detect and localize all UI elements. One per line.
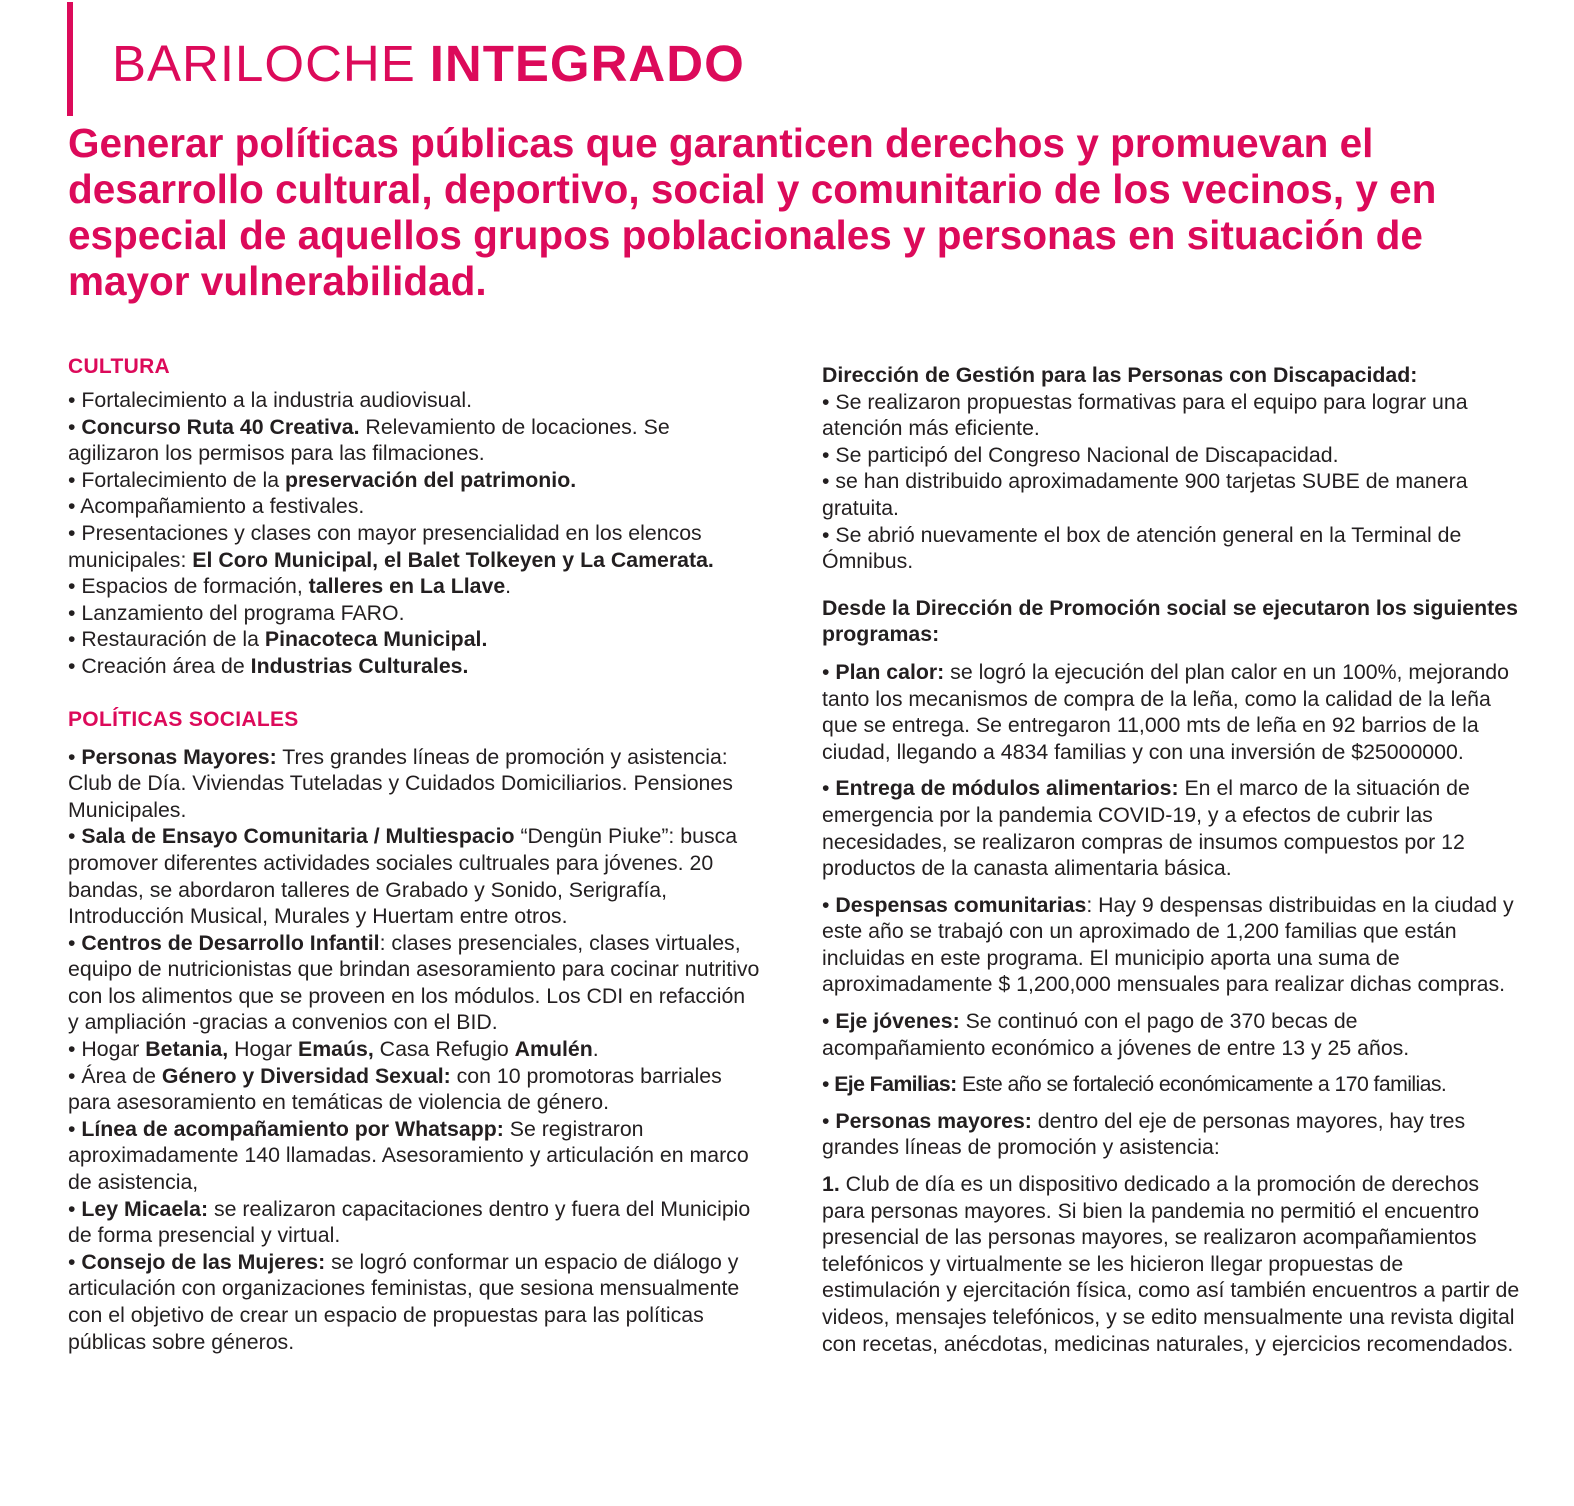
text-run: “Dengün Piuke”: busca promover diferentes actividades sociales cultruales para jóvenes. 20 bandas, se abordaron talleres de Grabado y Sonido, Serigrafía, Introducción Musical, Murales y Huertam entre otros.: [68, 824, 738, 929]
cultura-item-1: [68, 387, 760, 414]
bold-text: Línea de acompañamiento por Whatsapp:: [81, 1116, 504, 1141]
text-run: con 10 promotoras barriales para asesoramiento en temáticas de violencia de género.: [68, 1063, 722, 1115]
bold-text: Despensas comunitarias: [835, 892, 1087, 917]
text-run: .: [592, 1037, 599, 1062]
cultura-item-3: [68, 467, 760, 494]
text-run: • Fortalecimiento a la industria audiovisual.: [68, 388, 473, 412]
accent-bar: [67, 2, 73, 116]
bold-text: Consejo de las Mujeres:: [81, 1249, 326, 1274]
politicas-item-1: [68, 744, 760, 824]
text-run: dentro del eje de personas mayores, hay tres grandes líneas de promoción y asistencia:: [822, 1108, 1466, 1160]
promocion-item-modulos: [822, 775, 1524, 881]
text-run: •: [822, 659, 836, 684]
text-run: • Presentaciones y clases con mayor presencialidad en los elencos municipales:: [68, 520, 702, 572]
headline: Generar políticas públicas que garanticen derechos y promuevan el desarrollo cultural, deportivo, social y comunitario de los vecinos, y en especial de aquellos grupos poblacionales y personas en situación de mayor vulnerabilidad.: [68, 120, 1437, 304]
text-run: • Fortalecimiento de la: [68, 467, 285, 492]
cultura-item-8: [68, 626, 760, 653]
text-run: Hogar: [228, 1037, 298, 1062]
bold-text: El Coro Municipal, el Balet Tolkeyen y La Camerata.: [192, 547, 714, 572]
bold-text: Pinacoteca Municipal.: [264, 627, 488, 652]
bold-text: Personas Mayores:: [81, 744, 277, 769]
politicas-item-3: [68, 930, 760, 1036]
text-run: • Hogar: [68, 1037, 146, 1062]
text-run: Relevamiento de locaciones. Se agilizaron los permisos para las filmaciones.: [68, 414, 670, 466]
politicas-item-4: [68, 1036, 760, 1063]
text-run: Club de día es un dispositivo dedicado a la promoción de derechos para personas mayores. Si bien la pandemia no permitió el encuentro presencial de las personas mayores, se realizaron acompañamientos telefónicos y virtualmente se les hicieron llegar propuestas de estimulación y ejercitación física, como así también encuentros a partir de videos, mensajes telefónicos, y se edito mensualmente una revista digital con recetas, anécdotas, medicinas naturales, y ejercicios recomendados.: [822, 1172, 1520, 1356]
text-run: • Creación área de: [68, 653, 251, 678]
bold-text: Personas mayores:: [835, 1108, 1032, 1133]
bold-text: 1.: [822, 1172, 840, 1197]
text-run: Casa Refugio: [373, 1037, 515, 1062]
bold-text: Emaús,: [298, 1037, 374, 1062]
bold-text: Eje Familias:: [834, 1072, 957, 1097]
bold-text: Amulén: [514, 1037, 593, 1062]
bold-text: Industrias Culturales.: [250, 653, 469, 678]
text-run: •: [822, 776, 836, 801]
text-run: • Restauración de la: [68, 627, 265, 652]
section-title-politicas-sociales: POLÍTICAS SOCIALES: [68, 707, 299, 731]
brand-title: [112, 32, 745, 96]
text-run: • Lanzamiento del programa FARO.: [68, 600, 405, 625]
text-run: •: [68, 1116, 82, 1141]
bold-text: Eje jóvenes:: [835, 1009, 960, 1034]
promocion-item-personas-mayores: [822, 1108, 1524, 1161]
brand-light: BARILOCHE: [112, 35, 416, 92]
text-run: se logró la ejecución del plan calor en un 100%, mejorando tanto los mecanismos de compra de la leña, como la calidad de la leña que se entrega. Se entregaron 11,000 mts de leña en 92 barrios de la ciudad, llegando a 4834 familias y con una inversión de $25000000.: [822, 659, 1509, 764]
bold-text: Concurso Ruta 40 Creativa.: [81, 414, 360, 439]
text-run: : Hay 9 despensas distribuidas en la ciudad y este año se trabajó con un aproximado de 1,200 familias que están incluidas en este programa. El municipio aporta una suma de aproximadamente $ 1,200,000 mensuales para realizar dichas compras.: [822, 892, 1514, 997]
text-run: : clases presenciales, clases virtuales, equipo de nutricionistas que brindan asesoramiento para cocinar nutritivo con los alimentos que se proveen en los módulos. Los CDI en refacción y ampliación -gracias a convenios con el BID.: [68, 930, 760, 1035]
promocion-item-eje-familias: [822, 1071, 1524, 1098]
politicas-item-5: [68, 1063, 760, 1116]
bold-text: Plan calor:: [835, 659, 945, 684]
text-run: .: [505, 574, 512, 599]
promocion-item-despensas: [822, 892, 1524, 998]
cultura-item-2: [68, 414, 760, 467]
text-run: •: [68, 414, 82, 439]
cultura-item-4: [68, 493, 760, 520]
discapacidad-item-2: • Se participó del Congreso Nacional de Discapacidad.: [822, 442, 1339, 467]
discapacidad-list: [822, 389, 1524, 575]
politicas-item-7: [68, 1196, 760, 1249]
text-run: se realizaron capacitaciones dentro y fuera del Municipio de forma presencial y virtual.: [68, 1196, 751, 1248]
bold-text: Género y Diversidad Sexual:: [161, 1063, 451, 1088]
discapacidad-item-3: • se han distribuido aproximadamente 900 tarjetas SUBE de manera gratuita.: [822, 469, 1468, 520]
text-run: •: [68, 930, 82, 955]
promocion-list: [822, 659, 1524, 1357]
text-run: • Acompañamiento a festivales.: [68, 494, 365, 519]
text-run: •: [68, 1249, 82, 1274]
politicas-item-2: [68, 823, 760, 929]
bold-text: talleres en La Llave: [308, 574, 506, 599]
politicas-item-8: [68, 1249, 760, 1355]
text-run: •: [822, 892, 836, 917]
text-run: •: [68, 1196, 82, 1221]
right-column: [822, 362, 1524, 1357]
discapacidad-title: Dirección de Gestión para las Personas con Discapacidad:: [822, 363, 1418, 387]
cultura-item-5: [68, 520, 760, 573]
cultura-item-9: [68, 653, 760, 680]
brand-bold: INTEGRADO: [429, 35, 745, 92]
bold-text: Sala de Ensayo Comunitaria / Multiespacio: [81, 824, 515, 849]
bold-text: Centros de Desarrollo Infantil: [81, 930, 380, 955]
promocion-item-plan-calor: [822, 659, 1524, 765]
promocion-title: Desde la Dirección de Promoción social se ejecutaron los siguientes programas:: [822, 595, 1518, 647]
bold-text: Ley Micaela:: [81, 1196, 209, 1221]
text-run: •: [68, 824, 82, 849]
text-run: •: [822, 1108, 836, 1133]
text-run: se logró conformar un espacio de diálogo y articulación con organizaciones feministas, que sesiona mensualmente con el objetivo de crear un espacio de propuestas para las políticas públicas sobre géneros.: [68, 1249, 740, 1354]
text-run: En el marco de la situación de emergencia por la pandemia COVID-19, y a efectos de cubrir las necesidades, se realizaron compras de insumos compuestos por 12 productos de la canasta alimentaria básica.: [822, 776, 1470, 881]
promocion-item-eje-jovenes: [822, 1008, 1524, 1061]
bold-text: Betania,: [145, 1037, 229, 1062]
left-column: [68, 353, 760, 1355]
promocion-item-club-de-dia: [822, 1171, 1524, 1357]
bold-text: Entrega de módulos alimentarios:: [835, 776, 1179, 801]
text-run: • Espacios de formación,: [68, 574, 309, 599]
bold-text: preservación del patrimonio.: [284, 467, 577, 492]
cultura-list: [68, 387, 760, 680]
text-run: • Área de: [68, 1063, 162, 1088]
discapacidad-item-1: • Se realizaron propuestas formativas para el equipo para lograr una atención más eficiente.: [822, 389, 1468, 441]
text-run: Se registraron aproximadamente 140 llamadas. Asesoramiento y articulación en marco de asistencia,: [68, 1116, 749, 1195]
text-run: Este año se fortaleció económicamente a 170 familias.: [956, 1072, 1447, 1097]
cultura-item-6: [68, 573, 760, 600]
politicas-item-6: [68, 1116, 760, 1196]
text-run: Tres grandes líneas de promoción y asistencia: Club de Día. Viviendas Tuteladas y Cuidados Domiciliarios. Pensiones Municipales.: [68, 744, 733, 822]
text-run: •: [822, 1009, 836, 1034]
discapacidad-item-4: • Se abrió nuevamente el box de atención general en la Terminal de Ómnibus.: [822, 522, 1462, 574]
cultura-item-7: [68, 600, 760, 627]
text-run: Se continuó con el pago de 370 becas de acompañamiento económico a jóvenes de entre 13 y 25 años.: [822, 1009, 1410, 1060]
section-title-cultura: CULTURA: [68, 355, 171, 378]
politicas-list: [68, 744, 760, 1356]
text-run: •: [68, 744, 82, 769]
text-run: •: [822, 1072, 835, 1097]
